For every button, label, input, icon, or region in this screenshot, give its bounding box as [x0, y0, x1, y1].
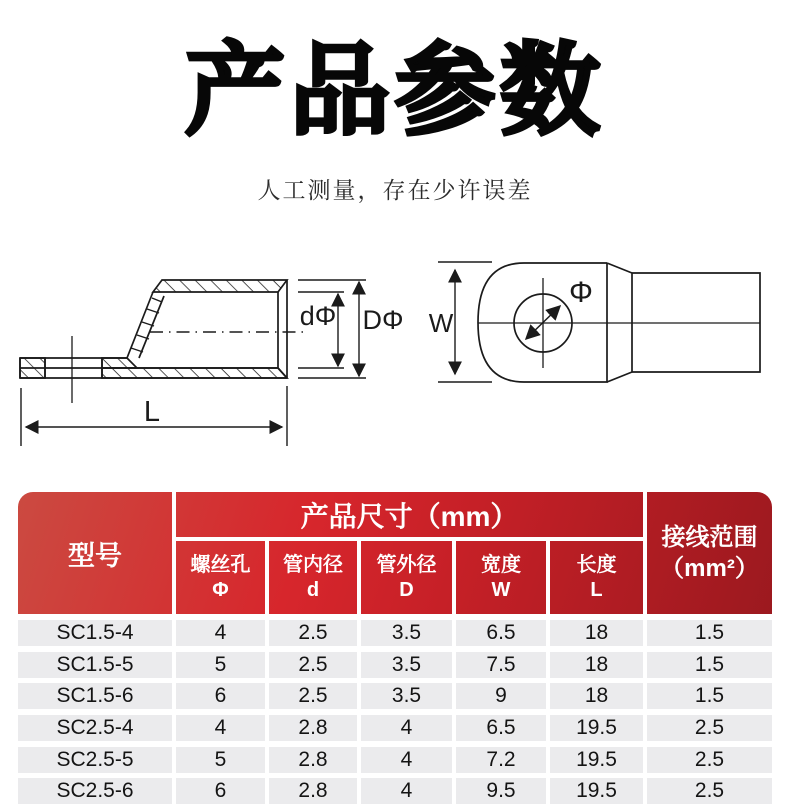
spec-table — [18, 492, 772, 804]
cell-value: 5 — [176, 652, 269, 678]
label-hole-diameter: Φ — [569, 276, 593, 309]
label-inner-diameter: dΦ — [299, 301, 337, 331]
header-length-name: 长度 — [576, 553, 617, 576]
cell-model: SC2.5-6 — [18, 778, 176, 804]
header-dimensions-group: 产品尺寸（mm） — [176, 492, 647, 541]
cell-value: 1.5 — [647, 620, 772, 646]
spec-table-header — [18, 492, 772, 614]
label-outer-diameter: DΦ — [362, 305, 404, 335]
header-wire-range — [647, 492, 772, 614]
label-length: L — [143, 396, 161, 428]
cell-value: 2.5 — [269, 620, 361, 646]
cell-value: 2.5 — [647, 778, 772, 804]
cell-value: 3.5 — [361, 683, 456, 709]
header-screw-hole-symbol: Φ — [212, 578, 229, 601]
cell-value: 4 — [176, 620, 269, 646]
header-inner-dia — [269, 541, 361, 614]
cell-value: 2.8 — [269, 747, 361, 773]
top-view-diagram — [478, 263, 760, 382]
cell-value: 3.5 — [361, 652, 456, 678]
header-model: 型号 — [18, 492, 176, 614]
cell-value: 3.5 — [361, 620, 456, 646]
header-width — [456, 541, 550, 614]
cell-value: 2.5 — [647, 715, 772, 741]
cell-value: 19.5 — [550, 715, 647, 741]
header-outer-dia — [361, 541, 456, 614]
header-screw-hole — [176, 541, 269, 614]
cell-value: 5 — [176, 747, 269, 773]
header-length-symbol: L — [590, 578, 603, 601]
header-screw-hole-name: 螺丝孔 — [190, 553, 251, 576]
spec-table-body — [18, 620, 772, 804]
cell-model: SC1.5-4 — [18, 620, 176, 646]
label-width: W — [428, 308, 454, 338]
header-inner-dia-symbol: d — [306, 578, 320, 601]
cell-value: 9.5 — [456, 778, 550, 804]
side-view-diagram — [20, 280, 306, 403]
cell-value: 1.5 — [647, 683, 772, 709]
cell-value: 2.5 — [269, 683, 361, 709]
cell-value: 18 — [550, 683, 647, 709]
cell-value: 2.5 — [269, 652, 361, 678]
cell-value: 1.5 — [647, 652, 772, 678]
cell-model: SC2.5-4 — [18, 715, 176, 741]
cell-value: 2.5 — [647, 747, 772, 773]
header-length — [550, 541, 647, 614]
cell-value: 6 — [176, 778, 269, 804]
header-width-symbol: W — [491, 578, 511, 601]
cell-model: SC1.5-6 — [18, 683, 176, 709]
cell-value: 2.8 — [269, 715, 361, 741]
technical-drawing — [0, 240, 790, 455]
header-width-name: 宽度 — [481, 553, 521, 576]
cell-value: 4 — [176, 715, 269, 741]
header-wire-range-line1: 接线范围 — [661, 523, 758, 551]
cell-value: 9 — [456, 683, 550, 709]
cell-value: 4 — [361, 778, 456, 804]
header-outer-dia-symbol: D — [399, 578, 414, 601]
cell-value: 6 — [176, 683, 269, 709]
header-wire-range-line2: （mm²） — [660, 555, 759, 582]
page-title: 产品参数 — [185, 35, 605, 147]
cell-value: 7.2 — [456, 747, 550, 773]
cell-value: 4 — [361, 747, 456, 773]
cell-value: 18 — [550, 652, 647, 678]
cell-value: 6.5 — [456, 715, 550, 741]
cell-value: 4 — [361, 715, 456, 741]
header-inner-dia-name: 管内径 — [283, 553, 343, 576]
cell-value: 19.5 — [550, 747, 647, 773]
cell-value: 6.5 — [456, 620, 550, 646]
cell-value: 18 — [550, 620, 647, 646]
cell-value: 19.5 — [550, 778, 647, 804]
header-outer-dia-name: 管外径 — [376, 553, 437, 576]
subtitle: 人工测量，存在少许误差 — [257, 177, 533, 203]
cell-value: 2.8 — [269, 778, 361, 804]
cell-value: 7.5 — [456, 652, 550, 678]
cell-model: SC1.5-5 — [18, 652, 176, 678]
cell-model: SC2.5-5 — [18, 747, 176, 773]
